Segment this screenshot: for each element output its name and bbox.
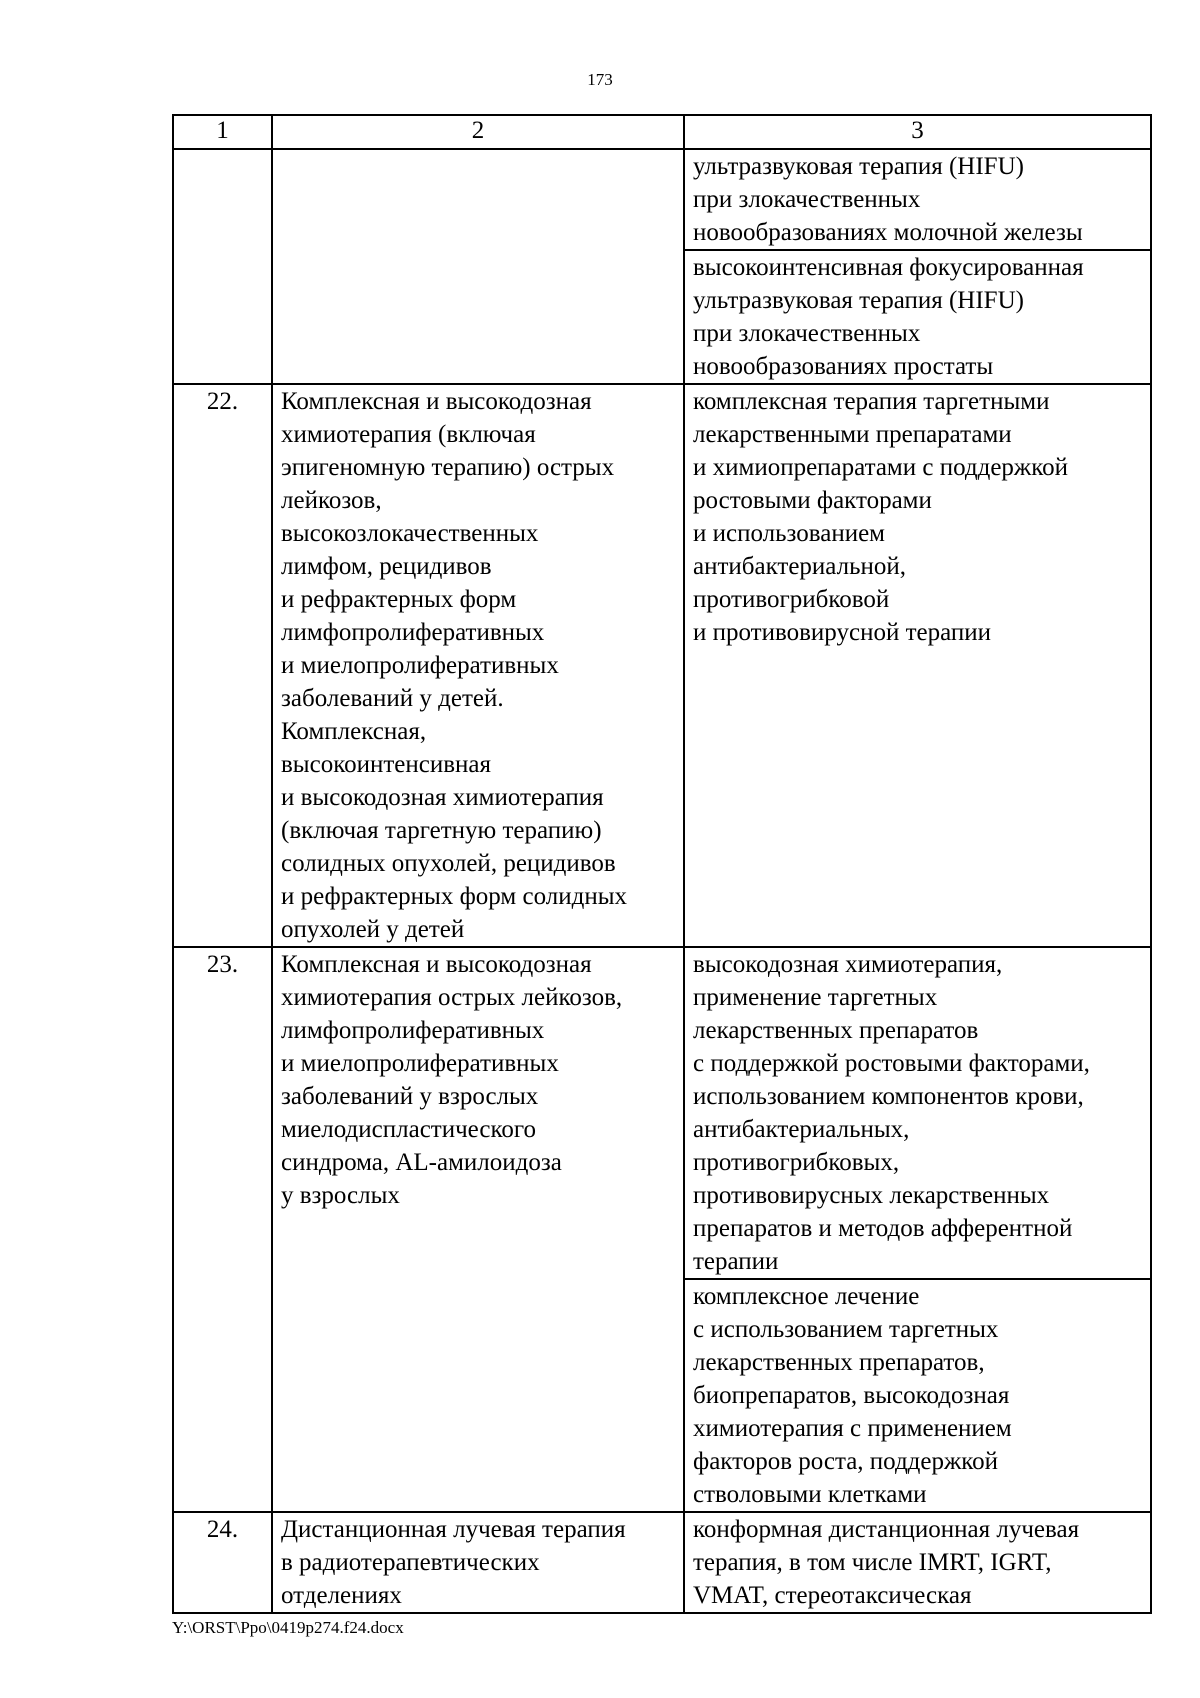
text-line: химиотерапия острых лейкозов,: [281, 984, 623, 1011]
text-line: лекарственными препаратами: [693, 421, 1012, 448]
text-line: и использованием: [693, 520, 886, 547]
text-line: конформная дистанционная лучевая: [693, 1516, 1080, 1543]
text-line: ультразвуковая терапия (HIFU): [693, 153, 1024, 180]
text-line: стволовыми клетками: [693, 1481, 927, 1508]
text-line: заболеваний у взрослых: [281, 1083, 539, 1110]
text-line: ультразвуковая терапия (HIFU): [693, 287, 1024, 314]
page-number: 173: [587, 70, 613, 89]
row-diagnosis-cell: [272, 947, 684, 1512]
text-line: лимфопролиферативных: [281, 619, 545, 646]
row-method-cell: [684, 250, 1151, 384]
text-line: противогрибковой: [693, 586, 890, 613]
text-line: с использованием таргетных: [693, 1316, 999, 1343]
text-line: эпигеномную терапию) острых: [281, 454, 615, 481]
table-row: [173, 947, 1151, 1279]
text-line: лекарственных препаратов: [693, 1017, 979, 1044]
text-line: в радиотерапевтических: [281, 1549, 540, 1576]
row-method-cell: [684, 384, 1151, 947]
text-line: химиотерапия (включая: [281, 421, 536, 448]
text-line: (включая таргетную терапию): [281, 817, 602, 844]
row-method-cell: [684, 149, 1151, 250]
table-header-row: [173, 115, 1151, 149]
text-line: и миелопролиферативных: [281, 1050, 559, 1077]
text-line: заболеваний у детей.: [281, 685, 504, 712]
text-line: противогрибковых,: [693, 1149, 900, 1176]
text-line: лекарственных препаратов,: [693, 1349, 985, 1376]
text-line: комплексная терапия таргетными: [693, 388, 1050, 415]
text-line: солидных опухолей, рецидивов: [281, 850, 616, 877]
row-method-cell: [684, 1512, 1151, 1613]
text-line: Комплексная и высокодозная: [281, 951, 592, 978]
text-line: терапия, в том числе IMRT, IGRT,: [693, 1549, 1052, 1576]
text-line: отделениях: [281, 1582, 402, 1609]
text-line: с поддержкой ростовыми факторами,: [693, 1050, 1090, 1077]
text-line: Дистанционная лучевая терапия: [281, 1516, 626, 1543]
row-number-cell: 24.: [173, 1512, 272, 1613]
text-line: и высокодозная химиотерапия: [281, 784, 604, 811]
row-diagnosis-cell: [272, 1512, 684, 1613]
table-row: [173, 149, 1151, 250]
text-line: комплексное лечение: [693, 1283, 920, 1310]
text-line: при злокачественных: [693, 186, 921, 213]
text-line: при злокачественных: [693, 320, 921, 347]
text-line: синдрома, AL-амилоидоза: [281, 1149, 562, 1176]
text-line: Комплексная,: [281, 718, 427, 745]
text-line: препаратов и методов афферентной: [693, 1215, 1073, 1242]
text-line: опухолей у детей: [281, 916, 465, 943]
row-method-cell: [684, 1279, 1151, 1512]
table-row: [173, 384, 1151, 947]
row-number-cell: 23.: [173, 947, 272, 1512]
row-number-cell: 22.: [173, 384, 272, 947]
text-line: терапии: [693, 1248, 779, 1275]
text-line: использованием компонентов крови,: [693, 1083, 1084, 1110]
text-line: факторов роста, поддержкой: [693, 1448, 999, 1475]
text-line: ростовыми факторами: [693, 487, 932, 514]
header-col-1: 1: [173, 115, 272, 149]
row-number-cell: [173, 149, 272, 384]
text-line: высокоинтенсивная: [281, 751, 491, 778]
services-table: [172, 114, 1152, 1614]
text-line: антибактериальной,: [693, 553, 907, 580]
text-line: и рефрактерных форм солидных: [281, 883, 627, 910]
text-line: высокоинтенсивная фокусированная: [693, 254, 1084, 281]
text-line: и противовирусной терапии: [693, 619, 991, 646]
row-diagnosis-cell: [272, 384, 684, 947]
footer-file-path: Y:\ORST\Ppo\0419p274.f24.docx: [172, 1618, 404, 1637]
text-line: лейкозов,: [281, 487, 382, 514]
text-line: и химиопрепаратами с поддержкой: [693, 454, 1068, 481]
text-line: высокодозная химиотерапия,: [693, 951, 1003, 978]
row-diagnosis-cell: [272, 149, 684, 384]
text-line: Комплексная и высокодозная: [281, 388, 592, 415]
text-line: и миелопролиферативных: [281, 652, 559, 679]
row-method-cell: [684, 947, 1151, 1279]
text-line: химиотерапия с применением: [693, 1415, 1012, 1442]
text-line: лимфом, рецидивов: [281, 553, 492, 580]
text-line: лимфопролиферативных: [281, 1017, 545, 1044]
text-line: миелодиспластического: [281, 1116, 536, 1143]
text-line: новообразованиях простаты: [693, 353, 994, 380]
text-line: VMAT, стереотаксическая: [693, 1582, 972, 1609]
text-line: высокозлокачественных: [281, 520, 539, 547]
header-col-3: 3: [684, 115, 1151, 149]
text-line: новообразованиях молочной железы: [693, 219, 1083, 246]
text-line: противовирусных лекарственных: [693, 1182, 1050, 1209]
text-line: и рефрактерных форм: [281, 586, 517, 613]
text-line: у взрослых: [281, 1182, 400, 1209]
table-row: [173, 1512, 1151, 1613]
text-line: биопрепаратов, высокодозная: [693, 1382, 1010, 1409]
header-col-2: 2: [272, 115, 684, 149]
text-line: применение таргетных: [693, 984, 938, 1011]
text-line: антибактериальных,: [693, 1116, 910, 1143]
